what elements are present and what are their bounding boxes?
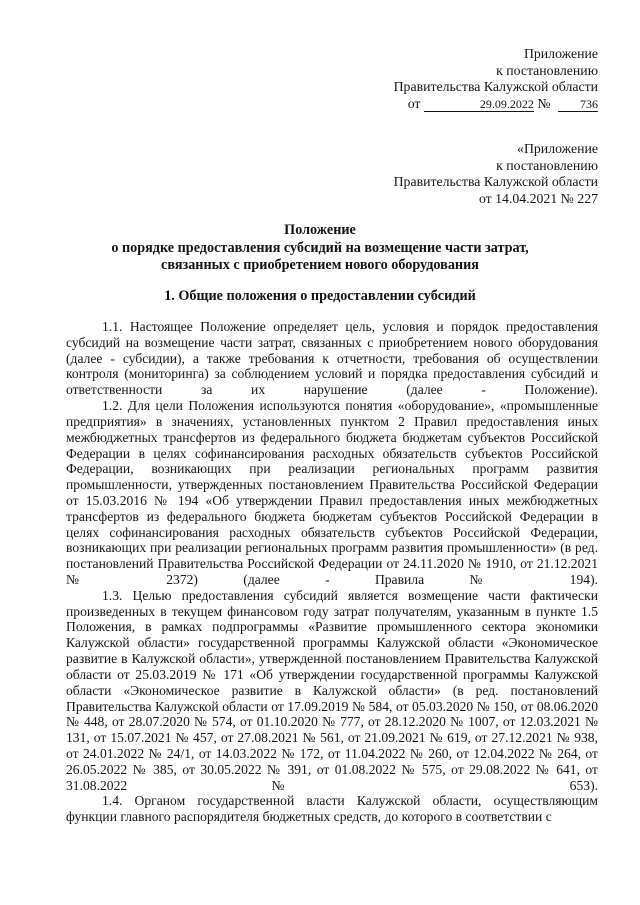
document-body [66, 319, 598, 825]
appendix-label: Приложение [523, 46, 598, 61]
original-resolution-date-number: от 14.04.2021 № 227 [478, 190, 598, 206]
paragraph-1-1: 1.1. Настоящее Положение определяет цель, условия и порядок предоставления субсидий на возмещение части затрат, связанных с приобретением нового оборудования (далее - субсидии), а также требования к отчетности, требования об осуществлении контроля (мониторинга) за соблюдением условий и порядка предоставления субсидий и ответственности за их нарушение (далее - Положение). [66, 319, 598, 398]
paragraph-1-2: 1.2. Для цели Положения используются понятия «оборудование», «промышленные предприятия» в значениях, установленных пунктом 2 Правил предоставления иных межбюджетных трансфертов из федерального бюджета бюджетам субъектов Российской Федерации в целях софинансирования расходных обязательств субъектов Российской Федерации, возникающих при реализации региональных программ развития промышленности, утвержденных постановлением Правительства Российской Федерации от 15.03.2016 № 194 «Об утверждении Правил предоставления иных межбюджетных трансфертов из федерального бюджета бюджетам субъектов Российской Федерации в целях софинансирования расходных обязательств субъектов Российской Федерации, возникающих при реализации региональных программ развития промышленности» (в ред. постановлений Правительства Российской Федерации от 24.11.2020 № 1910, от 21.12.2021 № 2372) (далее - Правила № 194). [66, 398, 598, 587]
section-heading: 1. Общие положения о предоставлении субсидий [164, 288, 476, 304]
paragraph-1-4: 1.4. Органом государственной власти Калужской области, осуществляющим функции главного распорядителя бюджетных средств, до которого в соответствии с [66, 793, 598, 825]
resolution-number: 736 [558, 98, 598, 112]
document-title [0, 222, 640, 275]
from-label: от [407, 95, 421, 111]
resolution-date-number [394, 96, 598, 113]
number-sign: № [537, 95, 551, 111]
title-line-1: Положение [284, 222, 356, 238]
title-line-2: о порядке предоставления субсидий на возмещение части затрат, [111, 239, 529, 256]
appendix-header [394, 46, 598, 112]
resolution-date: 29.09.2022 [424, 98, 534, 112]
original-resolution-label: к постановлению [496, 157, 598, 173]
title-line-3: связанных с приобретением нового оборудования [161, 257, 479, 273]
paragraph-1-3: 1.3. Целью предоставления субсидий является возмещение части фактически произведенных в текущем финансовом году затрат получателям, указанным в пункте 1.5 Положения, в рамках подпрограммы «Развитие промышленного сектора экономики Калужской области» государственной программы Калужской области «Экономическое развитие в Калужской области», утвержденной постановлением Правительства Калужской области от 25.03.2019 № 171 «Об утверждении государственной программы Калужской области «Экономическое развитие в Калужской области» (в ред. постановлений Правительства Калужской области от 17.09.2019 № 584, от 05.03.2020 № 150, от 08.06.2020 № 448, от 28.07.2020 № 574, от 01.10.2020 № 777, от 28.12.2020 № 1007, от 12.03.2021 № 131, от 15.07.2021 № 457, от 27.08.2021 № 561, от 21.09.2021 № 619, от 27.12.2021 № 938, от 24.01.2022 № 24/1, от 14.03.2022 № 172, от 11.04.2022 № 260, от 12.04.2022 № 264, от 26.05.2022 № 385, от 30.05.2022 № 391, от 01.08.2022 № 575, от 29.08.2022 № 641, от 31.08.2022 № 653). [66, 587, 598, 793]
government-label: Правительства Калужской области [393, 79, 598, 94]
original-appendix-header [394, 141, 598, 207]
original-appendix-label: «Приложение [517, 141, 598, 156]
resolution-label: к постановлению [496, 62, 598, 78]
original-government-label: Правительства Калужской области [393, 174, 598, 189]
